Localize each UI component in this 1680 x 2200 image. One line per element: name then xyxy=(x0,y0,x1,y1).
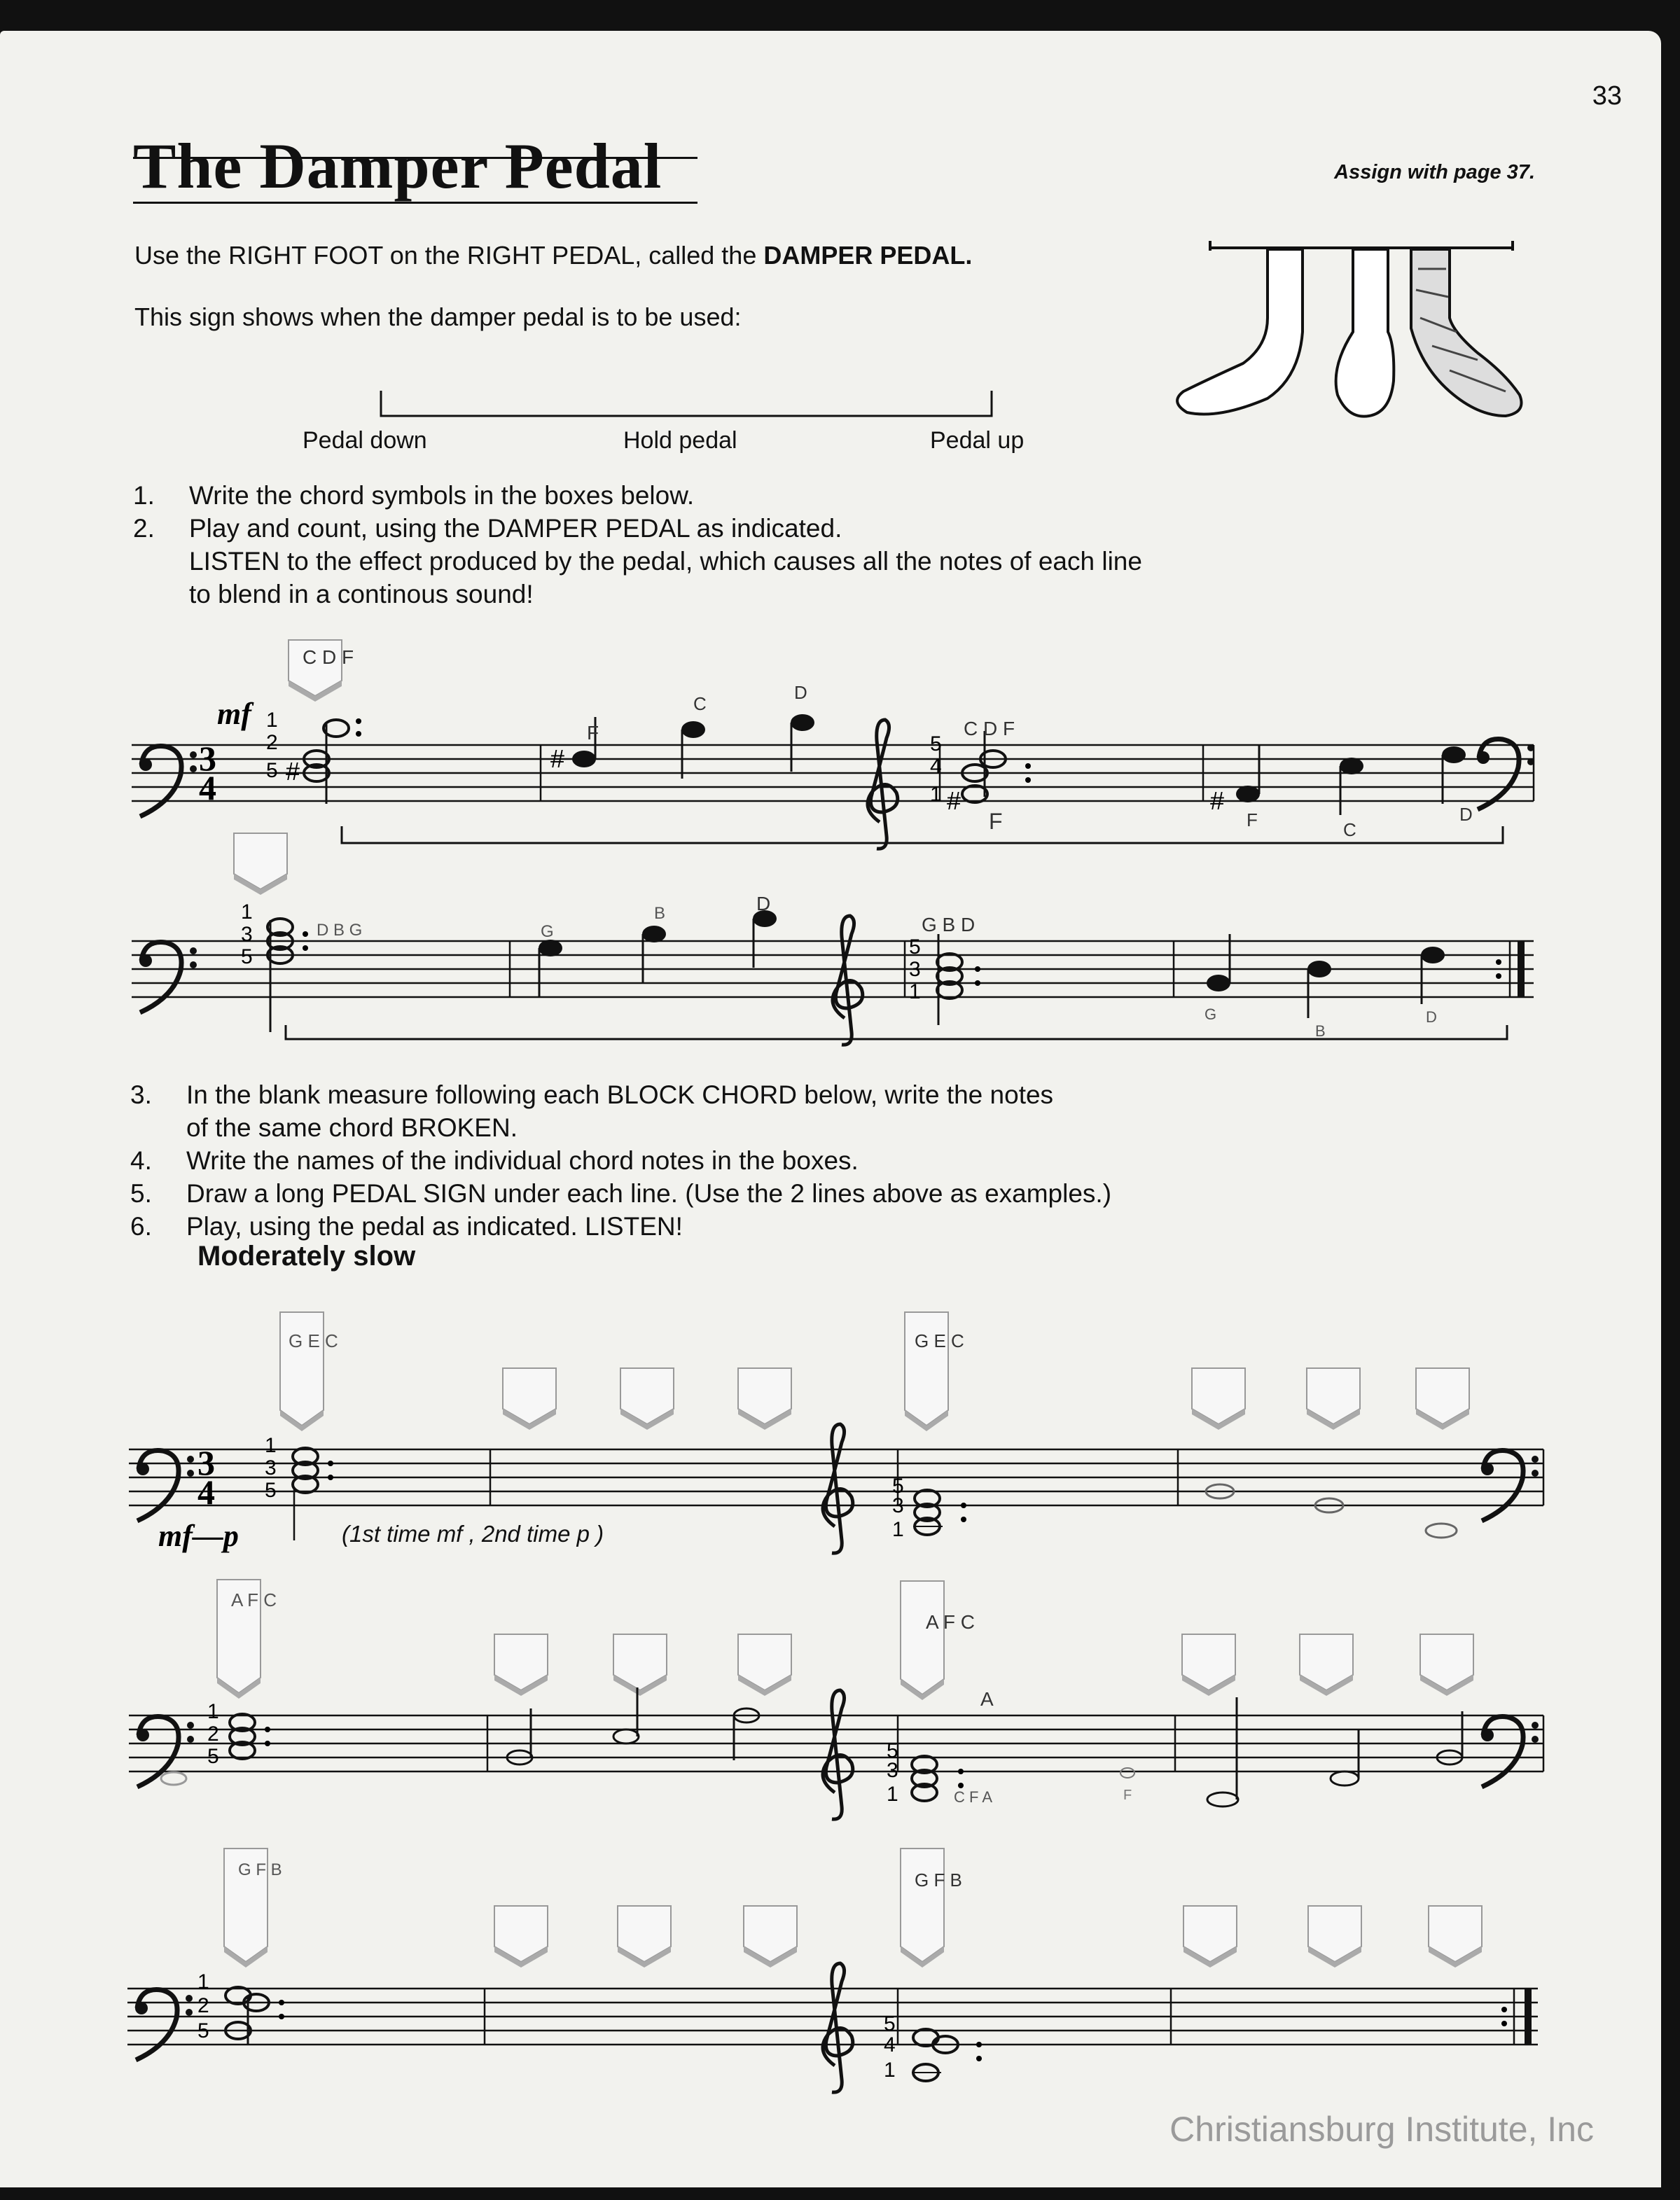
svg-text:4: 4 xyxy=(197,1473,215,1512)
watermark: Christiansburg Institute, Inc xyxy=(1169,2110,1594,2149)
svg-text:1: 1 xyxy=(265,1434,277,1457)
svg-text:F: F xyxy=(1247,809,1258,830)
svg-text:B: B xyxy=(1315,1022,1326,1040)
svg-text:D: D xyxy=(794,682,807,703)
page-title: The Damper Pedal xyxy=(133,130,662,202)
svg-text:D: D xyxy=(1426,1008,1437,1026)
svg-text:#: # xyxy=(286,757,300,786)
svg-text:3: 3 xyxy=(197,1443,215,1482)
svg-text:#: # xyxy=(1210,786,1225,815)
repeat-caption: (1st time mf , 2nd time p ) xyxy=(342,1521,604,1547)
svg-text:D: D xyxy=(756,893,771,914)
intro-line-2: This sign shows when the damper pedal is to be used: xyxy=(134,302,742,331)
svg-text:2: 2 xyxy=(197,1994,209,2017)
svg-text:5: 5 xyxy=(887,1739,898,1762)
svg-text:5: 5 xyxy=(909,935,921,959)
dynamic-mf: mf xyxy=(217,697,251,731)
pedal-down-label: Pedal down xyxy=(303,427,427,454)
svg-text:3: 3 xyxy=(241,923,253,946)
svg-text:5: 5 xyxy=(930,732,942,756)
assign-note: Assign with page 37. xyxy=(1334,161,1535,183)
page-number: 33 xyxy=(1592,81,1622,111)
instructions-list-a: 1. Write the chord symbols in the boxes below. 2. Play and count, using the DAMPER PEDAL as indicated. LISTEN to the effect produced by the pedal, which causes all the notes of each line to blend in a continous sound! xyxy=(133,481,1142,608)
svg-text:1: 1 xyxy=(241,900,253,924)
tempo-marking: Moderately slow xyxy=(197,1241,416,1272)
dynamic-mf-p: mf—p xyxy=(158,1519,239,1553)
svg-text:1: 1 xyxy=(197,1970,209,1993)
svg-text:3: 3 xyxy=(892,1494,904,1517)
svg-text:1: 1 xyxy=(207,1700,219,1723)
hw-box-a1: C D F xyxy=(303,646,354,668)
svg-text:5: 5 xyxy=(266,759,278,782)
hold-pedal-label: Hold pedal xyxy=(623,427,737,454)
pedal-up-label: Pedal up xyxy=(930,427,1025,454)
workbook-page xyxy=(0,31,1661,2187)
svg-text:#: # xyxy=(947,786,962,815)
svg-text:5: 5 xyxy=(892,1475,904,1498)
svg-text:3: 3 xyxy=(909,958,921,981)
svg-text:5: 5 xyxy=(207,1745,219,1768)
time-sig-bottom: 4 xyxy=(199,768,216,807)
svg-text:G E C: G E C xyxy=(915,1330,964,1351)
svg-text:1: 1 xyxy=(884,2059,896,2082)
svg-text:2: 2 xyxy=(207,1722,219,1746)
svg-text:5: 5 xyxy=(265,1479,277,1502)
svg-text:G F B: G F B xyxy=(238,1860,282,1879)
svg-text:1: 1 xyxy=(930,783,942,806)
svg-text:5: 5 xyxy=(884,2012,896,2035)
svg-text:F: F xyxy=(1123,1788,1132,1803)
svg-text:C: C xyxy=(1343,819,1356,840)
svg-text:1: 1 xyxy=(892,1518,904,1541)
svg-text:G: G xyxy=(541,922,554,941)
svg-text:G B D: G B D xyxy=(922,914,976,935)
svg-text:D B G: D B G xyxy=(317,921,363,940)
svg-text:A F C: A F C xyxy=(926,1611,976,1633)
intro-bold: DAMPER PEDAL. xyxy=(763,241,973,270)
music-notation xyxy=(0,31,1661,2187)
intro-text: Use the RIGHT FOOT on the RIGHT PEDAL, called the xyxy=(134,241,764,270)
svg-text:2: 2 xyxy=(266,731,278,754)
svg-text:F: F xyxy=(587,722,599,744)
svg-text:A F C: A F C xyxy=(231,1589,277,1610)
svg-text:4: 4 xyxy=(884,2033,896,2056)
svg-text:3: 3 xyxy=(887,1759,898,1782)
svg-text:3: 3 xyxy=(265,1456,277,1480)
svg-text:4: 4 xyxy=(930,755,942,778)
staff-1 xyxy=(132,745,1534,801)
svg-text:5: 5 xyxy=(197,2019,209,2042)
svg-text:C: C xyxy=(693,693,707,714)
svg-text:G F B: G F B xyxy=(915,1870,962,1891)
svg-text:5: 5 xyxy=(241,945,253,968)
svg-text:C F A: C F A xyxy=(954,1788,993,1806)
svg-text:G E C: G E C xyxy=(289,1330,338,1351)
svg-text:B: B xyxy=(654,904,666,923)
svg-text:#: # xyxy=(550,744,565,773)
instructions-list-b: 3. In the blank measure following each BLOCK CHORD below, write the notes of the same chord BROKEN. 4. Write the names of the individual chord notes in the boxes. 5. Draw a long PEDAL SIGN under each line. (Use the 2 lines above as examples.) 6. Play, using the pedal as indicated. LISTEN! xyxy=(130,1080,1112,1241)
svg-text:1: 1 xyxy=(887,1783,898,1806)
svg-text:1: 1 xyxy=(909,980,921,1003)
svg-text:A: A xyxy=(980,1688,994,1710)
svg-text:G: G xyxy=(1205,1005,1217,1023)
svg-text:F: F xyxy=(989,809,1003,834)
svg-text:1: 1 xyxy=(266,709,278,732)
svg-text:C D F: C D F xyxy=(964,718,1015,739)
svg-text:D: D xyxy=(1459,804,1473,825)
time-sig-top: 3 xyxy=(199,739,216,778)
